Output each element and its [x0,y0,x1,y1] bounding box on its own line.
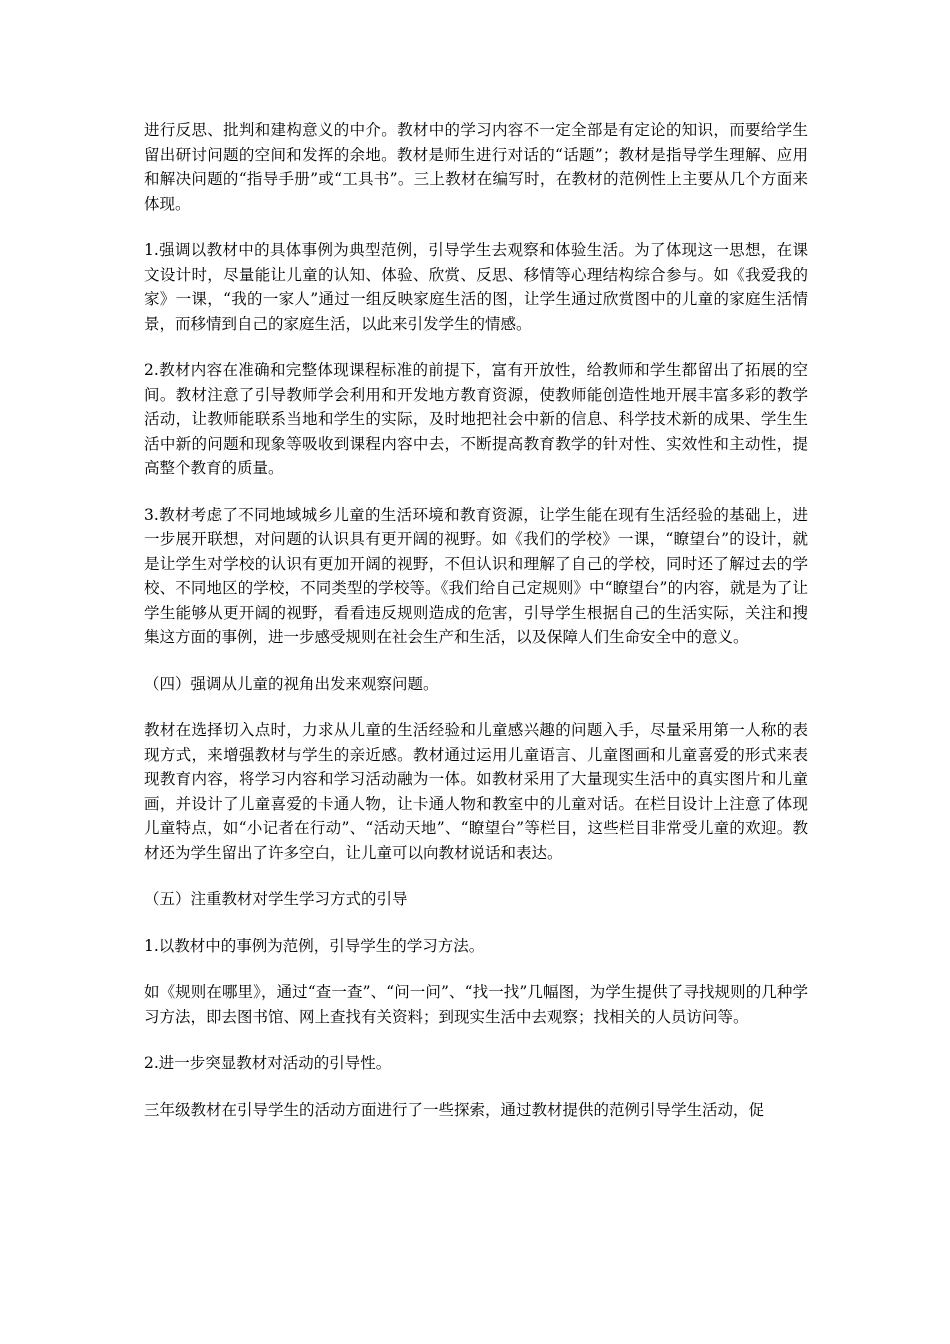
paragraph-point-1: 1.强调以教材中的具体事例为典型范例，引导学生去观察和体验生活。为了体现这一思想，在课文设计时，尽量能让儿童的认知、体验、欣赏、反思、移情等心理结构综合参与。如《我爱我的家》一课，“我的一家人”通过一组反映家庭生活的图，让学生通过欣赏图中的儿童的家庭生活情景，而移情到自己的家庭生活，以此来引发学生的情感。 [144,241,808,333]
paragraph-point-3: 3.教材考虑了不同地域城乡儿童的生活环境和教育资源，让学生能在现有生活经验的基础上，进一步展开联想，对问题的认识具有更开阔的视野。如《我们的学校》一课，“瞭望台”的设计，就是让学生对学校的认识有更加开阔的视野，不但认识和理解了自己的学校，同时还了解过去的学校、不同地区的学校，不同类型的学校等。《我们给自己定规则》中“瞭望台”的内容，就是为了让学生能够从更开阔的视野，看看违反规则造成的危害，引导学生根据自己的生活实际，关注和搜集这方面的事例，进一步感受规则在社会生产和生活，以及保障人们生命安全中的意义。 [144,505,808,646]
paragraph-5-2-body: 三年级教材在引导学生的活动方面进行了一些探索，通过教材提供的范例引导学生活动，促 [144,1100,765,1119]
section-heading-4: （四）强调从儿童的视角出发来观察问题。 [144,674,439,693]
section-heading-5: （五）注重教材对学生学习方式的引导 [144,890,408,908]
paragraph-section-4-body: 教材在选择切入点时，力求从儿童的生活经验和儿童感兴趣的问题入手，尽量采用第一人称的表现方式，来增强教材与学生的亲近感。教材通过运用儿童语言、儿童图画和儿童喜爱的形式来表现教育内容，将学习内容和学习活动融为一体。如教材采用了大量现实生活中的真实图片和儿童画，并设计了儿童喜爱的卡通人物，让卡通人物和教室中的儿童对话。在栏目设计上注意了体现儿童特点，如“小记者在行动”、“活动天地”、“瞭望台”等栏目，这些栏目非常受儿童的欢迎。教材还为学生留出了许多空白，让儿童可以向教材说话和表达。 [144,721,808,862]
document-page [144,118,808,1144]
subheading-5-1: 1.以教材中的事例为范例，引导学生的学习方法。 [144,936,485,955]
subheading-5-2: 2.进一步突显教材对活动的引导性。 [144,1054,392,1072]
paragraph-5-1-body: 如《规则在哪里》，通过“查一查”、“问一问”、“找一找”几幅图，为学生提供了寻找规则的几种学习方法，即去图书馆、网上查找有关资料；到现实生活中去观察；找相关的人员访问等。 [144,983,808,1026]
paragraph-intro-continued: 进行反思、批判和建构意义的中介。教材中的学习内容不一定全部是有定论的知识，而要给学生留出研讨问题的空间和发挥的余地。教材是师生进行对话的“话题”；教材是指导学生理解、应用和解决问题的“指导手册”或“工具书”。三上教材在编写时，在教材的范例性上主要从几个方面来体现。 [144,121,808,213]
paragraph-point-2: 2.教材内容在准确和完整体现课程标准的前提下，富有开放性，给教师和学生都留出了拓展的空间。教材注意了引导教师学会利用和开发地方教育资源，使教师能创造性地开展丰富多彩的教学活动，让教师能联系当地和学生的实际，及时地把社会中新的信息、科学技术新的成果、学生生活中新的问题和现象等吸收到课程内容中去，不断提高教育教学的针对性、实效性和主动性，提高整个教育的质量。 [144,361,808,477]
